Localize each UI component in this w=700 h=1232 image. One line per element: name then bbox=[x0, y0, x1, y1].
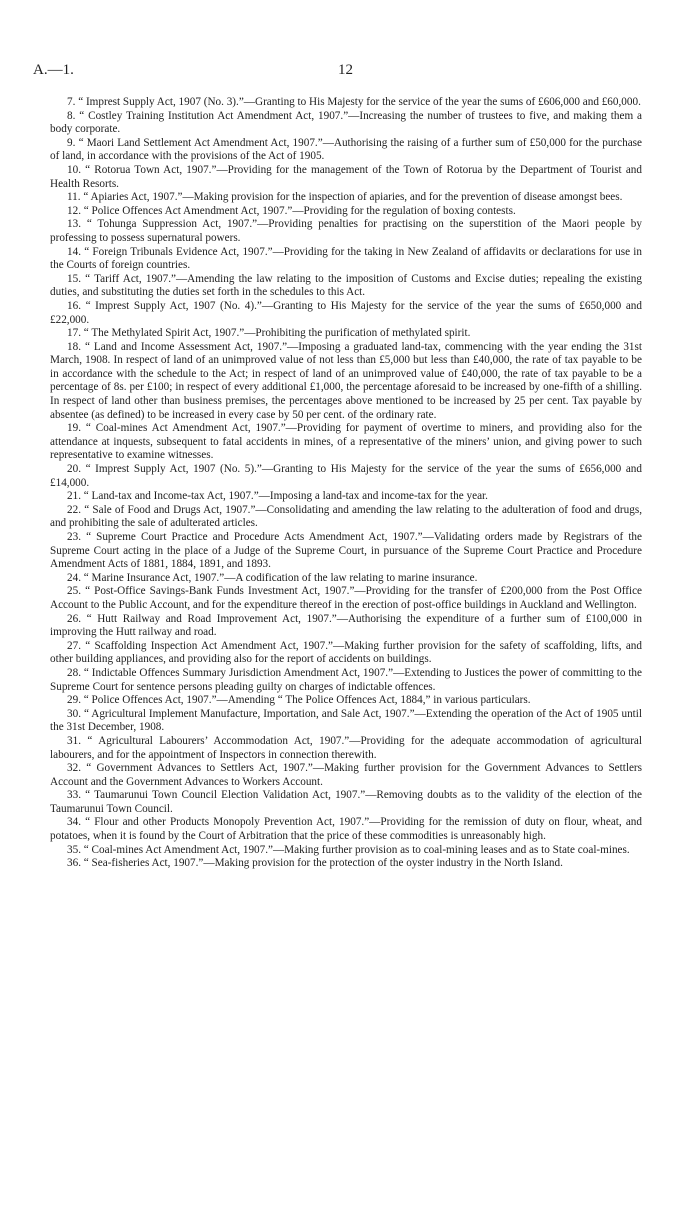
act-entry: 33. “ Taumarunui Town Council Election Validation Act, 1907.”—Removing doubts as to the validity of the election of the Taumarunui Town Council. bbox=[50, 789, 642, 815]
act-entry: 17. “ The Methylated Spirit Act, 1907.”—Prohibiting the purification of methylated spirit. bbox=[67, 327, 471, 340]
act-entry: 19. “ Coal-mines Act Amendment Act, 1907.”—Providing for payment of overtime to miners, and providing also for the attendance at inquests, subsequent to fatal accidents in mines, of a representative of the miners’ union, and giving power to such representative to examine witnesses. bbox=[50, 422, 642, 462]
act-entry: 34. “ Flour and other Products Monopoly Prevention Act, 1907.”—Providing for the remission of duty on flour, wheat, and potatoes, when it is found by the Court of Arbitration that the price of these commodities is unreasonably high. bbox=[50, 816, 642, 843]
act-entry: 12. “ Police Offences Act Amendment Act, 1907.”—Providing for the regulation of boxing contests. bbox=[67, 204, 516, 217]
act-entry: 27. “ Scaffolding Inspection Act Amendment Act, 1907.”—Making further provision for the safety of scaffolding, lifts, and other building appliances, and providing also for the report of accidents on buildings. bbox=[50, 639, 642, 666]
act-entry: 35. “ Coal-mines Act Amendment Act, 1907.”—Making further provision as to coal-mining leases and as to State coal-mines. bbox=[67, 843, 630, 856]
act-entry: 32. “ Government Advances to Settlers Act, 1907.”—Making further provision for the Government Advances to Settlers Account and the Government Advances to Workers Account. bbox=[50, 762, 642, 788]
page-header bbox=[33, 62, 660, 82]
act-entry: 21. “ Land-tax and Income-tax Act, 1907.”—Imposing a land-tax and income-tax for the year. bbox=[67, 490, 488, 503]
page-number: 12 bbox=[338, 62, 353, 78]
act-entry: 26. “ Hutt Railway and Road Improvement Act, 1907.”—Authorising the expenditure of a further sum of £100,000 in improving the Hutt railway and road. bbox=[50, 612, 642, 639]
act-entry: 7. “ Imprest Supply Act, 1907 (No. 3).”—Granting to His Majesty for the service of the year the sums of £606,000 and £60,000. bbox=[67, 96, 641, 108]
act-entry: 10. “ Rotorua Town Act, 1907.”—Providing for the management of the Town of Rotorua by the Department of Tourist and Health Resorts. bbox=[50, 163, 642, 190]
act-entry: 29. “ Police Offences Act, 1907.”—Amending “ The Police Offences Act, 1884,” in various particulars. bbox=[67, 694, 531, 707]
act-entry: 13. “ Tohunga Suppression Act, 1907.”—Providing penalties for practising on the superstition of the Maori people by professing to possess supernatural powers. bbox=[50, 218, 642, 244]
act-entry: 36. “ Sea-fisheries Act, 1907.”—Making provision for the protection of the oyster industry in the North Island. bbox=[67, 857, 563, 870]
act-entry: 14. “ Foreign Tribunals Evidence Act, 1907.”—Providing for the taking in New Zealand of affidavits or declarations for use in the Courts of foreign countries. bbox=[50, 245, 642, 272]
act-entry: 11. “ Apiaries Act, 1907.”—Making provision for the inspection of apiaries, and for the prevention of disease amongst bees. bbox=[67, 191, 623, 204]
act-entry: 22. “ Sale of Food and Drugs Act, 1907.”—Consolidating and amending the law relating to the adulteration of food and drugs, and prohibiting the sale of adulterated articles. bbox=[50, 503, 642, 530]
act-entry: 28. “ Indictable Offences Summary Jurisdiction Amendment Act, 1907.”—Extending to Justices the power of committing to the Supreme Court for sentence persons pleading guilty on charges of indictable offences. bbox=[50, 666, 642, 693]
act-entry: 31. “ Agricultural Labourers’ Accommodation Act, 1907.”—Providing for the adequate accommodation of agricultural labourers, and for the appointment of Inspectors in connection therewith. bbox=[50, 734, 642, 761]
act-entry: 20. “ Imprest Supply Act, 1907 (No. 5).”—Granting to His Majesty for the service of the year the sums of £656,000 and £14,000. bbox=[50, 463, 642, 489]
act-entry: 9. “ Maori Land Settlement Act Amendment Act, 1907.”—Authorising the raising of a further sum of £50,000 for the purchase of land, in accordance with the provisions of the Act of 1905. bbox=[50, 136, 642, 163]
act-entry: 8. “ Costley Training Institution Act Amendment Act, 1907.”—Increasing the number of trustees to five, and making them a body corporate. bbox=[50, 109, 642, 136]
act-entry: 15. “ Tariff Act, 1907.”—Amending the law relating to the imposition of Customs and Excise duties; repealing the existing duties, and substituting the duties set forth in the schedules to this Act. bbox=[50, 272, 642, 299]
act-entry: 16. “ Imprest Supply Act, 1907 (No. 4).”—Granting to His Majesty for the service of the year the sums of £650,000 and £22,000. bbox=[50, 299, 642, 326]
act-entry: 25. “ Post-Office Savings-Bank Funds Investment Act, 1907.”—Providing for the transfer of £200,000 from the Post Office Account to the Public Account, and for the expenditure thereof in the erection of post-office buildings in Auckland and Wellington. bbox=[50, 585, 642, 611]
section-reference: A.—1. bbox=[33, 62, 74, 78]
acts-list bbox=[50, 96, 642, 871]
act-entry: 30. “ Agricultural Implement Manufacture, Importation, and Sale Act, 1907.”—Extending the operation of the Act of 1905 until the 31st December, 1908. bbox=[50, 707, 642, 734]
act-entry: 24. “ Marine Insurance Act, 1907.”—A codification of the law relating to marine insurance. bbox=[67, 571, 478, 584]
act-entry: 18. “ Land and Income Assessment Act, 1907.”—Imposing a graduated land-tax, commencing with the year ending the 31st March, 1908. In respect of land of an unimproved value of not less than £5,000 but less than £40,000, the rate of tax payable to be in accordance with the schedule to the Act; in respect of land of an unimproved value of £40,000, the rate of tax payable to be a percentage of 8s. per £100; in respect of every additional £1,000, the percentage aforesaid to be increased by one-fifth of a shilling. In respect of land other than business premises, the percentages above mentioned to be increased by 25 per cent. Tax payable by absentee (as defined) to be increased in every case by 50 per cent. of the ordinary rate. bbox=[50, 340, 642, 421]
act-entry: 23. “ Supreme Court Practice and Procedure Acts Amendment Act, 1907.”—Validating orders made by Registrars of the Supreme Court acting in the place of a Judge of the Supreme Court, in pursuance of the Supreme Court Practice and Procedure Amendment Acts of 1881, 1884, 1891, and 1893. bbox=[50, 531, 642, 571]
